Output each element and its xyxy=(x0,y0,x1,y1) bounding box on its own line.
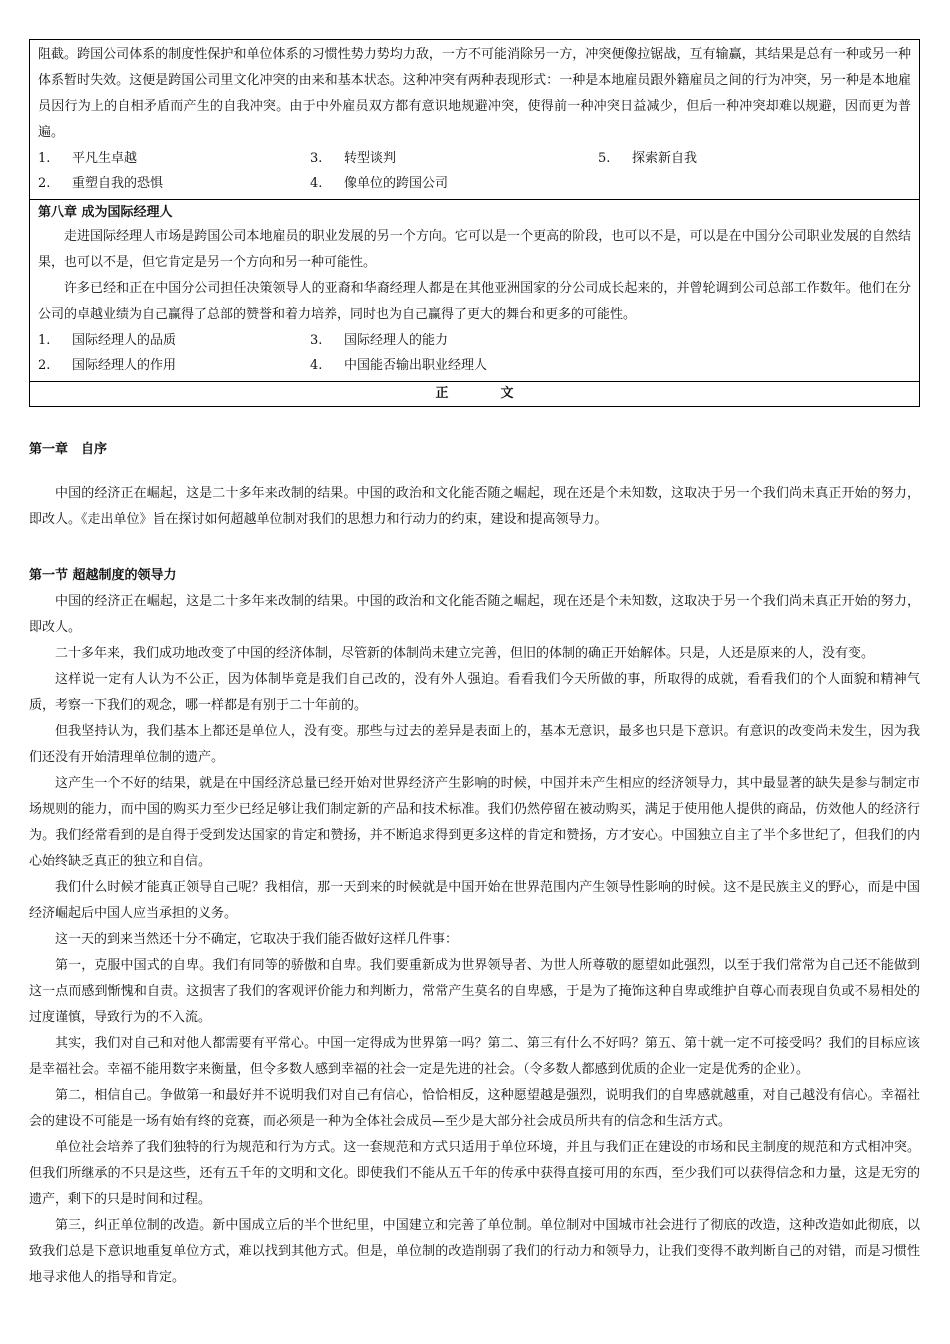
chapter8-title: 第八章 成为国际经理人 xyxy=(38,205,173,220)
paragraph: 这产生一个不好的结果，就是在中国经济总量已经开始对世界经济产生影响的时候，中国并未产生相应的经济领导力，其中最显著的缺失是参与制定市场规则的能力，而中国的购买力至少已经足够让我们制定新的产品和技术标准。我们仍然停留在被动购买，满足于使用他人提供的商品，仿效他人的经济行为。我们经常看到的是自得于受到发达国家的肯定和赞扬，并不断追求得到更多这样的肯定和赞扬，方才安心。中国独立自主了半个多世纪了，但我们的内心始终缺乏真正的独立和自信。 xyxy=(29,776,920,869)
list-item: 5. 探索新自我 xyxy=(598,151,698,166)
list-item: 2. 重塑自我的恐惧 xyxy=(38,176,164,191)
chapter8-summary xyxy=(30,200,919,382)
paragraph: 我们什么时候才能真正领导自己呢？我相信，那一天到来的时候就是中国开始在世界范围内产生领导性影响的时候。这不是民族主义的野心，而是中国经济崛起后中国人应当承担的义务。 xyxy=(29,880,920,921)
chapter8-paragraph: 许多已经和正在中国分公司担任决策领导人的亚裔和华裔经理人都是在其他亚洲国家的分公司成长起来的，并曾轮调到公司总部工作数年。他们在分公司的卓越业绩为自己赢得了总部的赞誉和着力培养，同时也为自己赢得了更大的舞台和更多的可能性。 xyxy=(38,281,911,322)
list-item: 1. 平凡生卓越 xyxy=(38,151,138,166)
chapter7-summary xyxy=(30,40,919,200)
paragraph: 这一天的到来当然还十分不确定，它取决于我们能否做好这样几件事： xyxy=(55,932,459,947)
main-text-header: 正 文 xyxy=(30,382,919,407)
chapter8-subsection-list xyxy=(38,328,911,378)
section1-title: 第一节 超越制度的领导力 xyxy=(29,568,177,583)
paragraph: 第一，克服中国式的自卑。我们有同等的骄傲和自卑。我们要重新成为世界领导者、为世人所尊敬的愿望如此强烈，以至于我们常常为自己还不能做到这一点而感到惭愧和自责。这损害了我们的客观评价能力和判断力，常常产生莫名的自卑感，于是为了掩饰这种自卑或维护自尊心而表现自负或不易相处的过度谨慎，导致行为的不入流。 xyxy=(29,958,920,1025)
paragraph: 第三，纠正单位制的改造。新中国成立后的半个世纪里，中国建立和完善了单位制。单位制对中国城市社会进行了彻底的改造，这种改造如此彻底，以致我们总是下意识地重复单位方式，难以找到其他方式。但是，单位制的改造削弱了我们的行动力和领导力，让我们变得不敢判断自己的对错，而是习惯性地寻求他人的指导和肯定。 xyxy=(29,1218,920,1285)
list-item: 1. 国际经理人的品质 xyxy=(38,333,177,348)
paragraph: 但我坚持认为，我们基本上都还是单位人，没有变。那些与过去的差异是表面上的，基本无意识，最多也只是下意识。有意识的改变尚未发生，因为我们还没有开始清理单位制的遗产。 xyxy=(29,724,920,765)
list-item: 2. 国际经理人的作用 xyxy=(38,358,177,373)
list-item: 4. 中国能否输出职业经理人 xyxy=(310,358,488,373)
chapter7-subsection-list xyxy=(38,146,911,196)
paragraph: 中国的经济正在崛起，这是二十多年来改制的结果。中国的政治和文化能否随之崛起，现在还是个未知数，这取决于另一个我们尚未真正开始的努力，即改人。 xyxy=(29,594,920,635)
document-page xyxy=(29,39,920,1291)
chapter1-intro: 中国的经济正在崛起，这是二十多年来改制的结果。中国的政治和文化能否随之崛起，现在还是个未知数，这取决于另一个我们尚未真正开始的努力，即改人。《走出单位》旨在探讨如何超越单位制对我们的思想力和行动力的约束，建设和提高领导力。 xyxy=(29,486,920,527)
paragraph: 第二，相信自己。争做第一和最好并不说明我们对自己有信心，恰恰相反，这种愿望越是强烈，说明我们的自卑感就越重，对自己越没有信心。幸福社会的建设不可能是一场有始有终的竞赛，而必须是一种为全体社会成员—至少是大部分社会成员所共有的信念和生活方式。 xyxy=(29,1088,920,1129)
paragraph: 单位社会培养了我们独特的行为规范和行为方式。这一套规范和方式只适用于单位环境，并且与我们正在建设的市场和民主制度的规范和方式相冲突。但我们所继承的不只是这些，还有五千年的文明和文化。即使我们不能从五千年的传承中获得直接可用的东西，至少我们可以获得信念和力量，这是无穷的遗产，剩下的只是时间和过程。 xyxy=(29,1140,920,1207)
list-item: 3. 国际经理人的能力 xyxy=(310,333,449,348)
paragraph: 二十多年来，我们成功地改变了中国的经济体制，尽管新的体制尚未建立完善，但旧的体制的确正开始解体。只是，人还是原来的人，没有变。 xyxy=(55,646,875,661)
list-item: 4. 像单位的跨国公司 xyxy=(310,176,449,191)
paragraph: 这样说一定有人认为不公正，因为体制毕竟是我们自己改的，没有外人强迫。看看我们今天所做的事，所取得的成就，看看我们的个人面貌和精神气质，考察一下我们的观念，哪一样都是有别于二十年前的。 xyxy=(29,672,920,713)
paragraph: 其实，我们对自己和对他人都需要有平常心。中国一定得成为世界第一吗？第二、第三有什么不好吗？第五、第十就一定不可接受吗？我们的目标应该是幸福社会。幸福不能用数字来衡量，但令多数人感到幸福的社会一定是先进的社会。（令多数人都感到优质的企业一定是优秀的企业）。 xyxy=(29,1036,920,1077)
chapter-summary-table xyxy=(29,39,920,407)
chapter8-paragraph: 走进国际经理人市场是跨国公司本地雇员的职业发展的另一个方向。它可以是一个更高的阶段，也可以不是，可以是在中国分公司职业发展的自然结果，也可以不是，但它肯定是另一个方向和另一种可能性。 xyxy=(38,229,911,270)
chapter1-title: 第一章 自序 xyxy=(29,442,108,457)
continued-paragraph: 阻截。跨国公司体系的制度性保护和单位体系的习惯性势力势均力敌，一方不可能消除另一方，冲突便像拉锯战，互有输赢，其结果是总有一种或另一种体系暂时失效。这便是跨国公司里文化冲突的由来和基本状态。这种冲突有两种表现形式：一种是本地雇员跟外籍雇员之间的行为冲突，另一种是本地雇员因行为上的自相矛盾而产生的自我冲突。由于中外雇员双方都有意识地规避冲突，使得前一种冲突日益减少，但后一种冲突却难以规避，因而更为普遍。 xyxy=(38,47,911,140)
list-item: 3. 转型谈判 xyxy=(310,151,397,166)
